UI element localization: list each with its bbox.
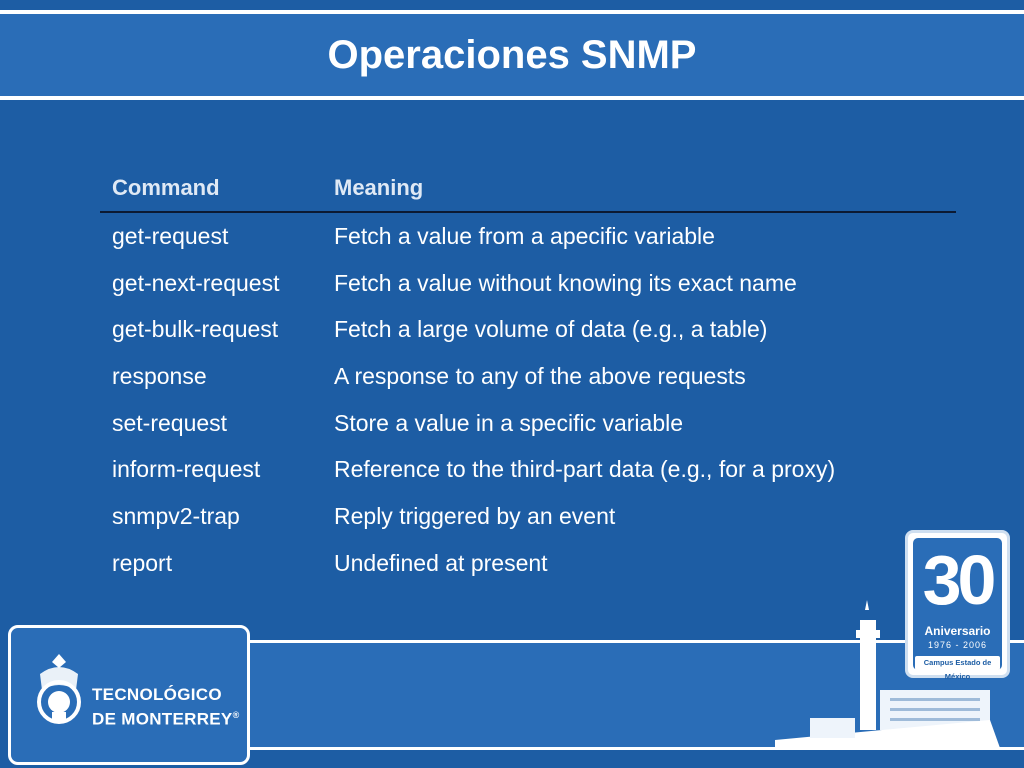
- anniversary-badge: [905, 530, 1010, 681]
- tec-wordmark: [92, 685, 240, 730]
- tec-wordmark-line2: [92, 705, 240, 730]
- tec-seal-icon: [30, 650, 88, 728]
- meaning-cell: A response to any of the above requests: [334, 362, 746, 389]
- table-row: [100, 306, 956, 353]
- slide-title: Operaciones SNMP: [327, 32, 697, 77]
- command-cell: response: [112, 362, 207, 389]
- tec-wordmark-line1: TECNOLÓGICO: [92, 685, 222, 704]
- table-row: [100, 260, 956, 307]
- header-command: Command: [112, 175, 220, 200]
- anniversary-number: 30: [922, 541, 993, 619]
- title-bar: [0, 10, 1024, 100]
- snmp-commands-table: [100, 165, 956, 587]
- table-row: [100, 446, 956, 493]
- command-cell: report: [112, 549, 173, 576]
- table-header-row: [100, 165, 956, 213]
- table-row: [100, 400, 956, 447]
- command-cell: snmpv2-trap: [112, 502, 240, 529]
- meaning-cell: Fetch a large volume of data (e.g., a table): [334, 316, 768, 343]
- meaning-cell: Store a value in a specific variable: [334, 409, 684, 436]
- command-cell: get-bulk-request: [112, 316, 279, 343]
- command-cell: set-request: [112, 409, 228, 436]
- command-cell: inform-request: [112, 456, 261, 483]
- command-cell: get-next-request: [112, 269, 280, 296]
- meaning-cell: Reference to the third-part data (e.g., for a proxy): [334, 456, 836, 483]
- header-meaning: Meaning: [334, 175, 424, 200]
- meaning-cell: Reply triggered by an event: [334, 502, 616, 529]
- table-row: [100, 493, 956, 540]
- meaning-cell: Fetch a value without knowing its exact name: [334, 269, 797, 296]
- command-cell: get-request: [112, 222, 229, 249]
- anniversary-badge-inner: [913, 538, 1002, 681]
- meaning-cell: Undefined at present: [334, 549, 548, 576]
- anniversary-label: Aniversario: [924, 624, 991, 638]
- table-row: [100, 540, 956, 587]
- campus-label: Campus Estado de México: [915, 656, 1000, 670]
- meaning-cell: Fetch a value from a apecific variable: [334, 222, 715, 249]
- anniversary-years: 1976 - 2006: [927, 640, 988, 650]
- tec-wordmark-line2-text: DE MONTERREY: [92, 709, 233, 729]
- table-row: [100, 353, 956, 400]
- registered-mark: ®: [232, 710, 240, 720]
- table-row: [100, 213, 956, 260]
